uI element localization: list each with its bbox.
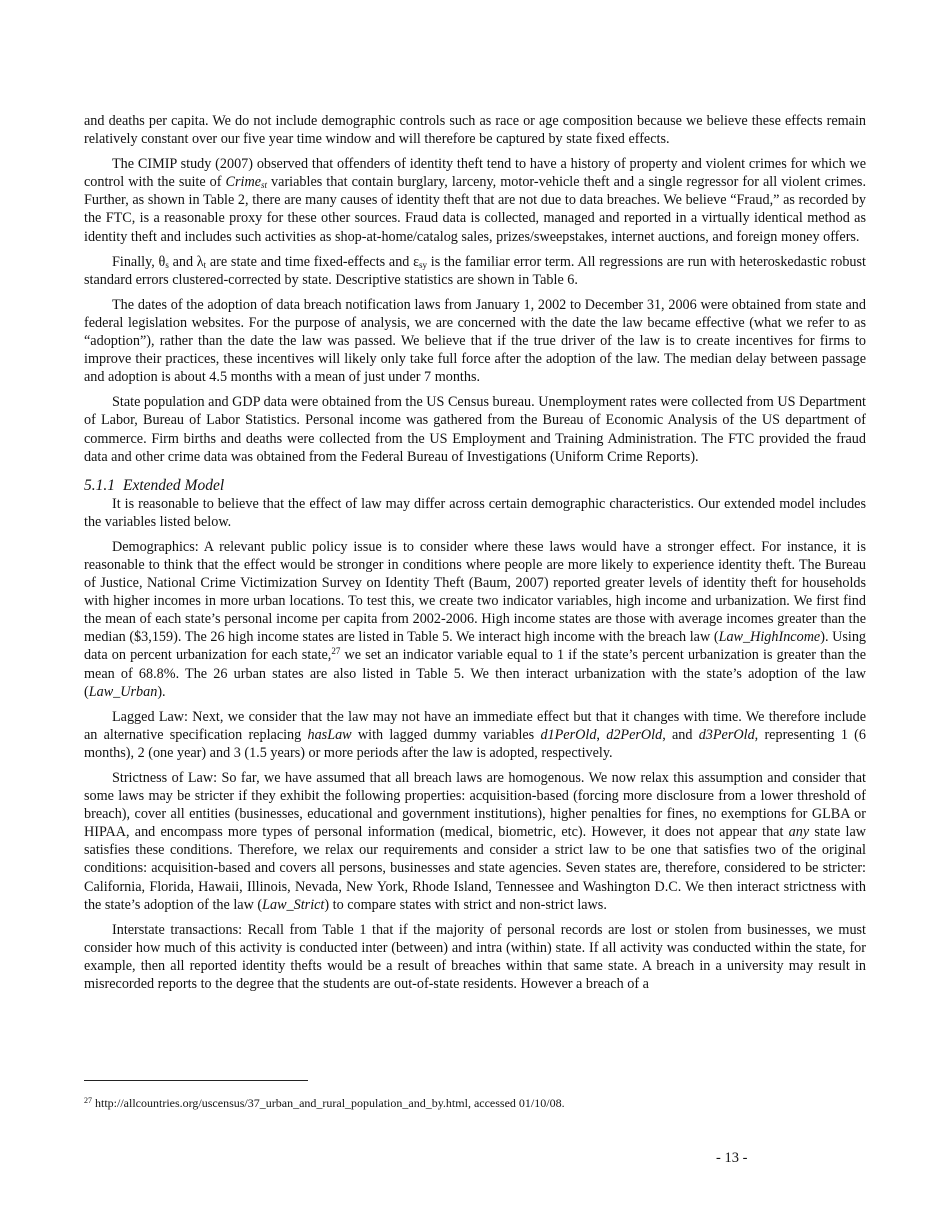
variable-d2perold: d2PerOld [606,726,663,743]
section-title: Extended Model [123,476,225,494]
variable-law-strict: Law_Strict [262,896,325,913]
paragraph-cimip-study: The CIMIP study (2007) observed that offenders of identity theft tend to have a history of property and violent crimes for which we control with the suite of Crime$_{st}$ variables that contain burglary, larceny, motor-vehicle theft and a single regressor for all violent crimes. Further, as shown in Table 2, there are many causes of identity theft that are not due to data breaches. We believe “Fraud,” as recorded by the FTC, is a reasonable proxy for these other sources. Fraud data is collected, managed and reported in a virtually identical method as identity theft and includes such activities as shop-at-home/catalog sales, prizes/sweepstakes, internet auctions, and foreign money offers. [84,156,867,245]
paragraph-demographics: Demographics: A relevant public policy issue is to consider where these laws would have a stronger effect. For instance, it is reasonable to think that the effect would be stronger in conditions where people are more likely to experience identity theft. The Bureau of Justice, National Crime Victimization Survey on Identity Theft (Baum, 2007) reported greater levels of identity theft for households with higher incomes in more urban locations. To test this, we create two indicator variables, high income and urbanization. We first find the mean of each state’s personal income per capita from 2002-2006. High income states are those with average incomes greater than the median ($3,159). The 26 high income states are listed in Table 5. We interact high income with the breach law (Law_HighIncome). Using data on percent urbanization for each state,$^{27}$ we set an indicator variable equal to 1 if the state’s percent urbanization is greater than the mean of 68.8%. The 26 urban states are also listed in Table 5. We then interact urbanization with the state’s adoption of the law (Law_Urban). [84,538,867,700]
variable-haslaw: hasLaw [307,726,352,743]
subscript-st: st [261,180,268,191]
emphasis-any: any [788,824,810,841]
page-number: - 13 - [716,1150,748,1166]
footnote-ref-27: 27 [331,646,341,657]
paragraph-strictness: Strictness of Law: So far, we have assumed that all breach laws are homogenous. We now relax this assumption and consider that some laws may be stricter if they exhibit the following properties: acquisition-based (forcing more disclosure from a lower threshold of breach), cover all entities (businesses, educational and government institutions), higher penalties for fines, no exemptions for GLBA or HIPAA, and encompass more types of personal information (medical, biometric, etc). However, it does not appear that any state law satisfies these conditions. Therefore, we relax our requirements and consider a strict law to be one that satisfies two of the original conditions: acquisition-based and covers all persons, businesses and state agencies. Seven states are, therefore, considered to be stricter: California, Florida, Hawaii, Illinois, Nevada, New York, Rhode Island, Tennessee and Washington D.C. We then interact strictness with the state’s adoption of the law (Law_Strict) to compare states with strict and non-strict laws. [84,770,867,913]
footnote-text: http://allcountries.org/uscensus/37_urban_and_rural_population_and_by.html, accessed 01/10/08. [92,1096,565,1110]
section-heading [84,477,866,495]
paragraph-adoption-dates: The dates of the adoption of data breach notification laws from January 1, 2002 to December 31, 2006 were obtained from state and federal legislation websites. For the purpose of analysis, we are concerned with the date the law became effective (what we refer to as “adoption”), rather than the date the law was passed. We believe that if the true driver of the law is to create incentives for firms to improve their practices, these incentives will likely only take full force after the adoption of the law. The median delay between passage and adoption is about 4.5 months with a mean of just under 7 months. [84,296,866,386]
variable-d3perold: d3PerOld [698,726,755,743]
variable-crime: Crime [225,174,261,191]
paragraph-interstate: Interstate transactions: Recall from Table 1 that if the majority of personal records are lost or stolen from businesses, we must consider how much of this activity is conducted inter (between) and intra (within) state. If all activity was conducted within the state, for example, then all reported identity thefts would be a result of breaches within that same state. A breach in a university may result in misrecorded reports to the degree that the students are out-of-state residents. However a breach of a [84,921,866,993]
footnote-mark: 27 [84,1096,92,1105]
paragraph-fixed-effects: Finally, $\theta_s$ and $\lambda_t$ are state and time fixed-effects and $\varepsilon_{sy}$ is the familiar error term. All regressions are run with heteroskedastic robust standard errors clustered-corrected by state. Descriptive statistics are shown in Table 6. [84,253,866,288]
variable-law-urban: Law_Urban [88,683,158,700]
variable-law-highincome: Law_HighIncome [718,629,821,646]
paragraph-lagged-law: Lagged Law: Next, we consider that the law may not have an immediate effect but that it changes with time. We therefore include an alternative specification replacing hasLaw with lagged dummy variables d1PerOld, d2PerOld, and d3PerOld, representing 1 (6 months), 2 (one year) and 3 (1.5 years) or more periods after the law is adopted, respectively. [84,708,866,761]
variable-d1perold: d1PerOld [540,726,597,743]
paragraph-extended-model-intro: It is reasonable to believe that the effect of law may differ across certain demographic characteristics. Our extended model includes the variables listed below. [84,495,866,530]
footnote-27 [84,1096,864,1111]
page-body [84,112,866,1000]
footnote-divider [84,1080,308,1081]
paragraph-demographic-controls: and deaths per capita. We do not include demographic controls such as race or age composition because we believe these effects remain relatively constant over our five year time window and will therefore be captured by state fixed effects. [84,113,866,148]
paragraph-data-sources: State population and GDP data were obtained from the US Census bureau. Unemployment rates were collected from US Department of Labor, Bureau of Labor Statistics. Personal income was gathered from the Bureau of Economic Analysis of the US department of commerce. Firm births and deaths were collected from the US Employment and Training Administration. The FTC provided the fraud data and other crime data was obtained from the Federal Bureau of Investigations (Uniform Crime Reports). [84,394,866,465]
section-number: 5.1.1 [84,476,115,494]
